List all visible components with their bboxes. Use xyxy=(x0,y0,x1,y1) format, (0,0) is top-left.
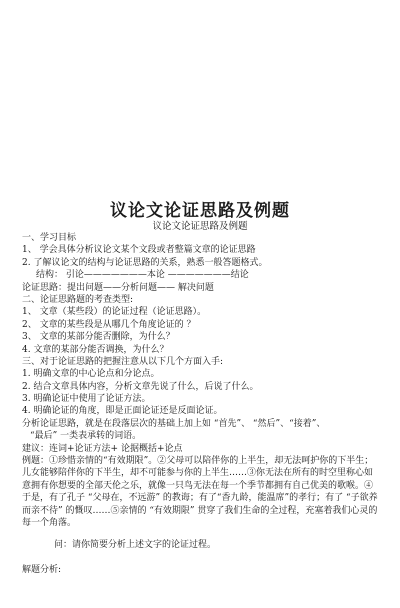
document-title: 议论文论证思路及例题 xyxy=(110,201,290,221)
tip-1: 1. 明确文章的中心论点和分论点。 xyxy=(22,369,160,380)
tip-4: 4. 明确论证的角度，即是正面论证还是反面论证。 xyxy=(22,406,223,417)
example-paragraph: 例题：①珍惜亲情的“有效期限”。②父母可以陪伴你的上半生，却无法呵护你的下半生；儿女能够陪伴你的下半生，却不可能参与你的上半生……③你无法在所有的时空里称心如意拥有你想要的全部天伦之乐，就像一只鸟无法在每一个季节都拥有自己优美的歌喉。④于是，有了孔子 “父母在，不远游” 的教诲；有了“香九龄，能温席”的孝行；有了 “子欲养而亲不待” 的慨叹……⑤亲情的 “有效期限” 贯穿了我们生命的全过程，充塞着我们心灵的每一个角落。 xyxy=(22,456,378,529)
suggestion: 建议：连词+论证方法+ 论据概括+论点 xyxy=(22,443,183,454)
structure-line: 结构： 引论———————本论 ———————结论 xyxy=(36,270,249,281)
type-1: 1、 文章（某些段）的论证过程（论证思路）。 xyxy=(22,307,207,318)
question: 问：请你简要分析上述文字的论证过程。 xyxy=(54,540,217,551)
section-2-heading: 二、论证思路题的考查类型: xyxy=(22,294,134,305)
goal-2: 2. 了解议论文的结构与论证思路的关系，熟悉一般答题格式。 xyxy=(22,257,268,268)
type-2: 2、 文章的某些段是从哪几个角度论证的 ？ xyxy=(22,319,196,330)
thinking-line: 论证思路：提出问题——分析问题—— 解决问题 xyxy=(22,282,214,293)
section-1-heading: 一、学习目标 xyxy=(22,233,77,243)
type-4: 4. 文章的某部分能否调换，为什么？ xyxy=(22,344,169,355)
analysis-label: 解题分析: xyxy=(22,564,62,575)
summary-line-2: “最后” 一类表承转的词语。 xyxy=(30,431,142,442)
section-3-heading: 三、对于论证思路的把握注意从以下几个方面入手: xyxy=(22,356,224,367)
document-body xyxy=(22,232,378,576)
type-3: 3、 文章的某部分能否删除，为什么？ xyxy=(22,332,175,343)
summary-line-1: 分析论证思路，就是在段落层次的基础上加上如 “首先”、 “然后”、“接着”、 xyxy=(22,418,326,429)
document-subtitle: 议论文论证思路及例题 xyxy=(152,221,248,232)
tip-2: 2. 结合文章具体内容，分析文章先说了什么，后说了什么。 xyxy=(22,381,259,392)
goal-1: 1、 学会具体分析议论文某个文段或者整篇文章的论证思路 xyxy=(22,245,256,256)
tip-3: 3. 明确论证中使用了论证方法。 xyxy=(22,394,151,405)
